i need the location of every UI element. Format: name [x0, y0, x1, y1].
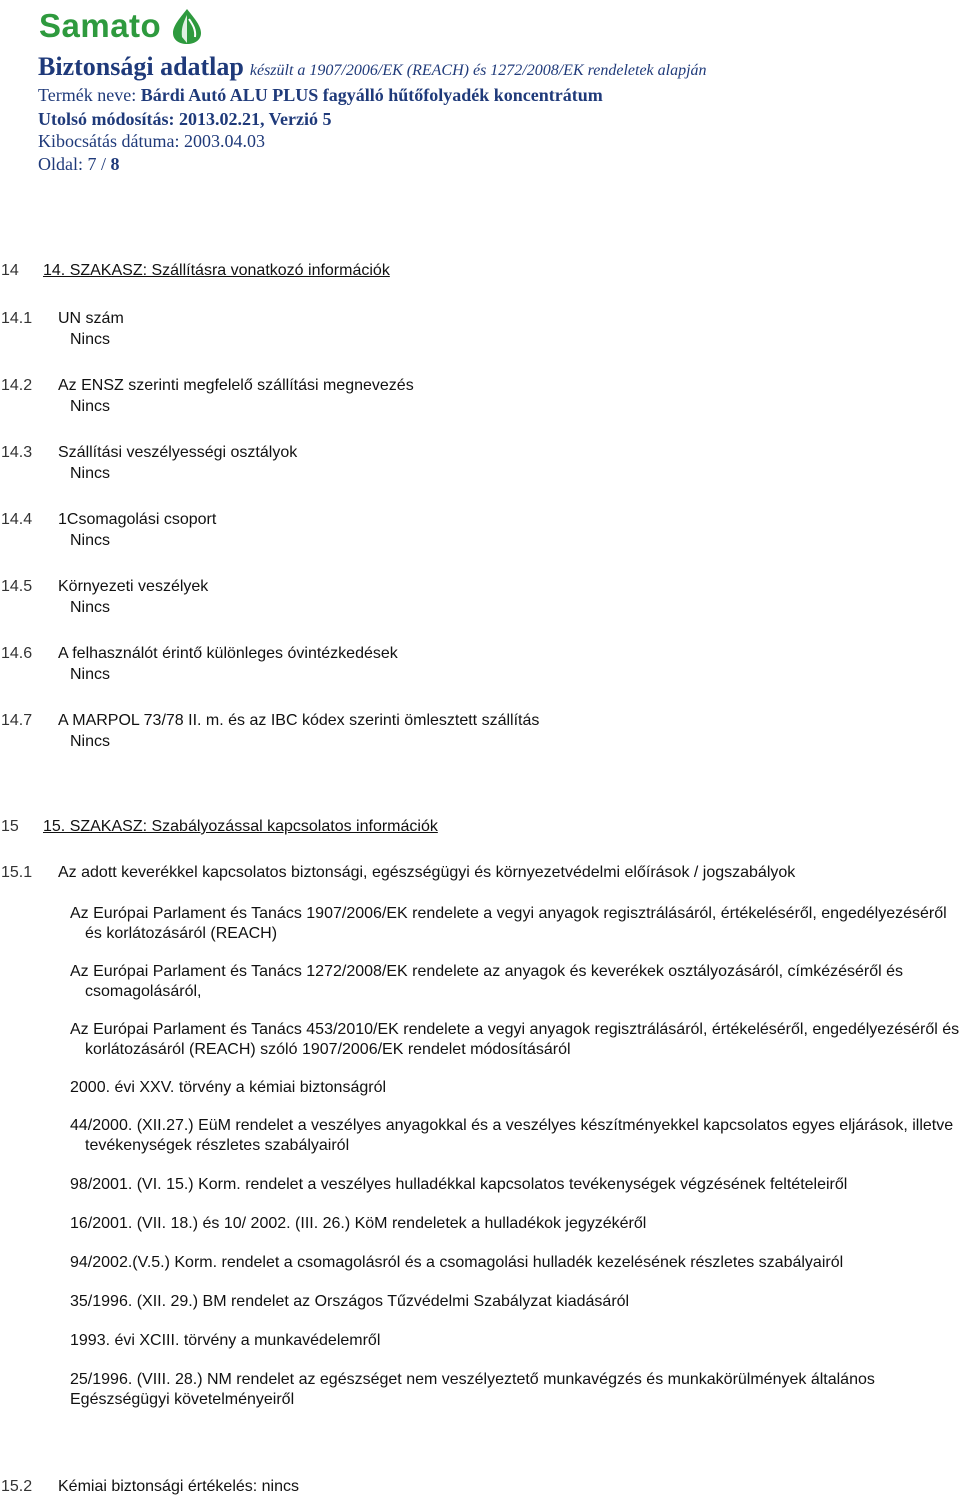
item-14-7-number: 14.7: [1, 712, 33, 729]
section-14-title: 14. SZAKASZ: Szállításra vonatkozó információk: [43, 262, 390, 279]
company-logo: [39, 6, 205, 46]
product-label: Termék neve:: [38, 85, 137, 105]
title-text: Biztonsági adatlap: [38, 52, 244, 81]
regulation-item: Az Európai Parlament és Tanács 453/2010/EK rendelete a vegyi anyagok regisztrálásáról, értékeléséről, engedélyezéséről és korlátozásáról (REACH) szóló 1907/2006/EK rendelet módosításáról: [70, 1021, 960, 1058]
regulation-item: Az Európai Parlament és Tanács 1272/2008/EK rendelete az anyagok és keverékek osztályozásáról, címkézéséről és csomagolásáról,: [70, 963, 904, 1000]
product-line: [38, 85, 603, 106]
regulation-item: 44/2000. (XII.27.) EüM rendelet a veszélyes anyagokkal és a veszélyes készítményekkel kapcsolatos egyes eljárások, illetve tevékenységek részletes szabályairól: [70, 1117, 954, 1154]
regulation-item: 16/2001. (VII. 18.) és 10/ 2002. (III. 26.) KöM rendeletek a hulladékok jegyzékéről: [70, 1215, 647, 1232]
item-14-7-title: A MARPOL 73/78 II. m. és az IBC kódex szerinti ömlesztett szállítás: [58, 712, 540, 729]
issue-date-line: [38, 131, 265, 152]
item-15-2-title: Kémiai biztonsági értékelés: nincs: [58, 1478, 300, 1495]
item-14-4-title: 1Csomagolási csoport: [58, 511, 217, 528]
item-14-2-title: Az ENSZ szerinti megfelelő szállítási megnevezés: [58, 377, 414, 394]
item-14-3-value: Nincs: [70, 465, 111, 482]
regulation-item: Az Európai Parlament és Tanács 1907/2006/EK rendelete a vegyi anyagok regisztrálásáról, értékeléséről, engedélyezéséről és korlátozásáról (REACH): [70, 905, 947, 942]
item-14-3-title: Szállítási veszélyességi osztályok: [58, 444, 298, 461]
item-14-1-value: Nincs: [70, 331, 111, 348]
regulation-item: 2000. évi XXV. törvény a kémiai biztonságról: [70, 1079, 387, 1096]
page-number: [38, 154, 120, 175]
product-name: Bárdi Autó ALU PLUS fagyálló hűtőfolyadék koncentrátum: [140, 85, 603, 105]
item-15-2-number: 15.2: [1, 1478, 33, 1495]
regulation-item: 25/1996. (VIII. 28.) NM rendelet az egészséget nem veszélyeztető munkavégzés és munkakörülmények általános: [70, 1371, 875, 1388]
modified-line: Utolsó módosítás: 2013.02.21, Verzió 5: [38, 109, 332, 129]
item-14-1-title: UN szám: [58, 310, 124, 327]
regulation-list: [70, 904, 960, 1410]
item-14-5-value: Nincs: [70, 599, 111, 616]
regulation-item: 35/1996. (XII. 29.) BM rendelet az Országos Tűzvédelmi Szabályzat kiadásáról: [70, 1293, 630, 1310]
item-14-7-value: Nincs: [70, 733, 111, 750]
page-label: Oldal: 7 /: [38, 154, 106, 174]
document-title: [38, 52, 707, 82]
item-15-1-number: 15.1: [1, 864, 33, 881]
page-total: 8: [110, 154, 120, 174]
item-14-4-number: 14.4: [1, 511, 33, 528]
item-14-2-value: Nincs: [70, 398, 111, 415]
title-subtitle: készült a 1907/2006/EK (REACH) és 1272/2008/EK rendeletek alapján: [249, 62, 707, 79]
item-14-6-number: 14.6: [1, 645, 33, 662]
item-14-5-number: 14.5: [1, 578, 33, 595]
leaf-drop-icon: [169, 7, 205, 45]
item-15-1-title: Az adott keverékkel kapcsolatos biztonsági, egészségügyi és környezetvédelmi előírások / jogszabályok: [58, 864, 796, 881]
section-14-number: 14: [1, 262, 19, 279]
item-14-6-value: Nincs: [70, 666, 111, 683]
regulation-item: 94/2002.(V.5.) Korm. rendelet a csomagolásról és a csomagolási hulladék kezelésének részletes szabályairól: [70, 1254, 844, 1271]
issue-label: Kibocsátás dátuma:: [38, 131, 180, 151]
issue-date: 2003.04.03: [183, 131, 265, 151]
brand-name: Samato: [39, 7, 162, 44]
regulation-item: 1993. évi XCIII. törvény a munkavédelemről: [70, 1332, 381, 1349]
section-15-title: 15. SZAKASZ: Szabályozással kapcsolatos információk: [43, 818, 438, 835]
regulation-item: 98/2001. (VI. 15.) Korm. rendelet a veszélyes hulladékkal kapcsolatos tevékenységek végzésének feltételeiről: [70, 1176, 848, 1193]
item-14-2-number: 14.2: [1, 377, 33, 394]
item-14-3-number: 14.3: [1, 444, 33, 461]
item-14-5-title: Környezeti veszélyek: [58, 578, 209, 595]
item-14-6-title: A felhasználót érintő különleges óvintézkedések: [58, 645, 398, 662]
item-14-1-number: 14.1: [1, 310, 33, 327]
item-14-4-value: Nincs: [70, 532, 111, 549]
regulation-item-continued: Egészségügyi követelményeiről: [70, 1391, 295, 1408]
section-15-number: 15: [1, 818, 19, 835]
